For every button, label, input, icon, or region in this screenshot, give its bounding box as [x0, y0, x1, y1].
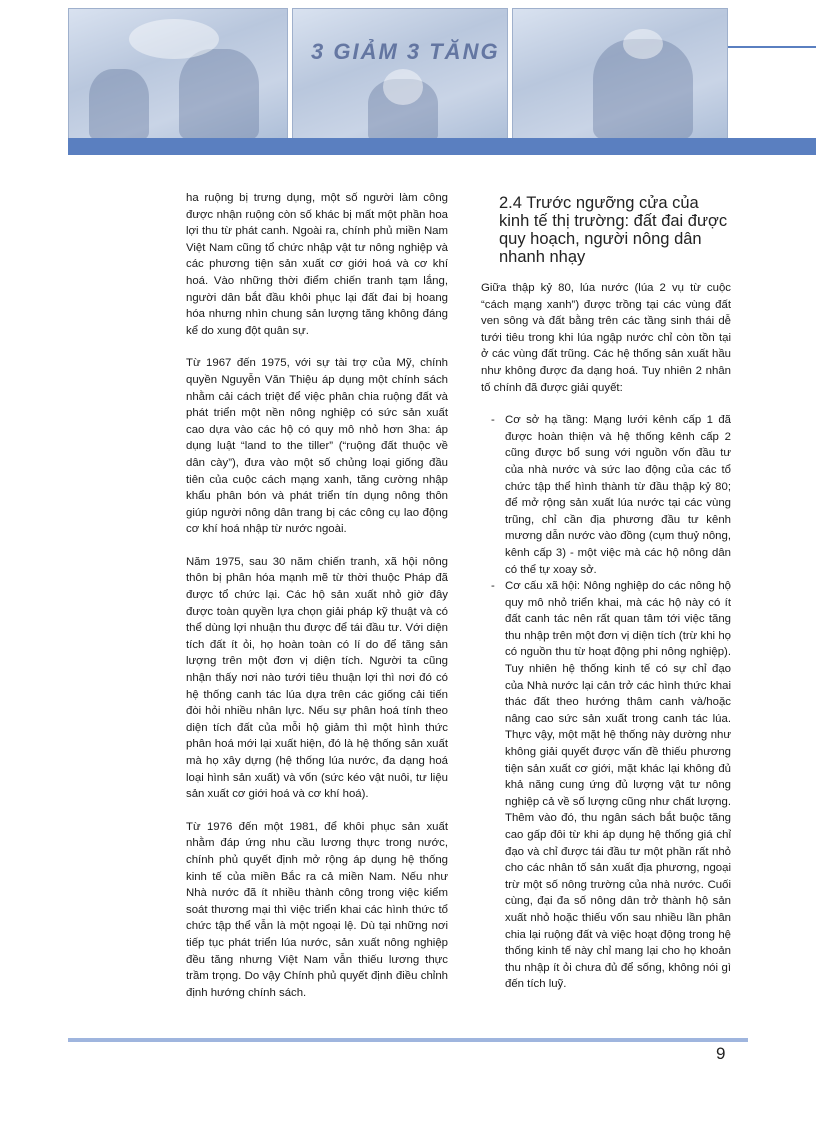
paragraph: ha ruộng bị trưng dụng, một số người làm công được nhận ruộng còn số khác bị mất một phần hoa lợi thu từ phát canh. Ngoài ra, chính phủ miền Nam Việt Nam cũng tổ chức nhập vật tư nông nghiệp và các phương tiện sản xuất cơ giới hoá và cơ khí hoá. Vào những thời điểm chiến tranh tạm lắng, người dân bắt đầu khôi phục lại đất đai bị hoang hóa nhưng nhìn chung sản lượng tăng không đáng kể do xung đột quân sự. [186, 192, 448, 337]
section-title: 2.4 Trước ngưỡng cửa của kinh tế thị trường: đất đai được quy hoạch, người nông dân nhanh nhạy [499, 194, 728, 266]
header-photo-farmer [292, 8, 508, 140]
header-photo-tractor [512, 8, 728, 140]
paragraph: Từ 1976 đến một 1981, để khôi phục sản xuất nhằm đáp ứng nhu cầu lương thực trong nước, chính phủ quyết định mở rộng áp dụng hệ thống kinh tế của miền Bắc ra cả miền Nam. Nếu như Nhà nước đã ít nhiều thành công trong việc kiểm soát thương mại thì việc triển khai các hình thức tổ chức tập thể vẫn là một ngoại lệ. Dù tại những nơi tiếp tục phát triển lúa nước, sản xuất nông nghiệp đều tăng nhưng Việt Nam vẫn thiếu lương thực trầm trọng. Do vậy Chính phủ quyết định điều chỉnh định hướng chính sách. [186, 820, 448, 999]
header-photo-market [68, 8, 288, 140]
paragraph: Năm 1975, sau 30 năm chiến tranh, xã hội nông thôn bị phân hóa mạnh mẽ từ thời thuộc Pháp đã được tổ chức lại. Các hộ sản xuất nhỏ giờ đây được toàn quyền lựa chọn giải pháp kỹ thuật và có thể dùng lợi nhuận thu được để tái đầu tư. Với diện tích đất ít ỏi, họ hoàn toàn có lí do để tăng sản lượng trên một đơn vị diện tích. Người ta cũng nhận thấy nơi nào tưới tiêu thuận lợi thì nơi đó có hệ thống canh tác lúa dựa trên các giống cải tiến đòi hỏi nhiều nhân lực. Nếu sự phân hoá tính theo diện tích đất của mỗi hộ giảm thì một hình thức phân hoá mới lại xuất hiện, đó là hệ thống sản xuất mà họ xây dựng (hệ thống lúa nước, đa dạng hoá loại hình sản xuất) và vốn (sức kéo vật nuôi, tư liệu sản xuất cơ giới hoá và cơ khí hoá). [186, 555, 448, 801]
page-number: 9 [716, 1044, 726, 1063]
header-blue-band [68, 138, 816, 155]
list-item [481, 578, 731, 993]
paragraph: Từ 1967 đến 1975, với sự tài trợ của Mỹ, chính quyền Nguyễn Văn Thiệu áp dụng một chính sách nhằm cải cách triệt để việc phân chia ruộng đất và phát triển một nền nông nghiệp có sức sản xuất cao dựa vào các hộ có quy mô nhỏ hơn 3ha: áp dụng luật “land to the tiller” (“ruộng đất thuộc về dân cày”), đưa vào một số chủng loại giống đầu tiên của cuộc cách mạng xanh, tăng cường nhập khẩu phân bón và phát triển tín dụng nông thôn giúp người nông dân trang bị các công cụ lao động cơ khí hoá nhập từ nước ngoài. [186, 357, 448, 536]
list-dash: - [491, 580, 495, 593]
left-column [186, 190, 448, 1017]
header-accent-line [728, 46, 816, 48]
list-item [481, 412, 731, 578]
right-column [481, 190, 731, 993]
factor-list [481, 412, 731, 993]
list-item-text: Cơ sở hạ tầng: Mạng lưới kênh cấp 1 đã được hoàn thiện và hệ thống kênh cấp 2 cũng được bổ sung với nguồn vốn đầu tư của nhà nước và sức lao động của các tổ chức tập thể hình thành từ đầu thập kỷ 80; để mở rộng sản xuất lúa nước tại các vùng trũng, chỉ cần địa phương đầu tư kênh mương dẫn nước vào đồng (cụm thuỷ nông, kênh cấp 3) - một việc mà các hộ nông dân có thể tự xoay sở. [505, 414, 731, 576]
footer-divider [68, 1038, 748, 1042]
photo-banner-text: 3 GIẢM 3 TĂNG [311, 39, 500, 64]
list-dash: - [491, 414, 495, 427]
list-item-text: Cơ cấu xã hội: Nông nghiệp do các nông hộ quy mô nhỏ triển khai, mà các hộ này có ít đất canh tác nên rất quan tâm tới việc tăng thu nhập trên một đơn vị diện tích (trừ khi họ có nguồn thu từ hoạt động phi nông nghiệp). Tuy nhiên hệ thống kinh tế có sự chỉ đạo của Nhà nước lại cản trở các hình thức khai thác đất theo hướng thâm canh và/hoặc nâng cao sức sản xuất trong canh tác lúa. Thực vậy, một mặt hệ thống này dường như không giải quyết được vấn đề thiếu phương tiện sản xuất cơ giới, mặt khác lại không đủ khả năng cung ứng đủ lượng vật tư nông nghiệp cả về số lượng cũng như chất lượng. Thêm vào đó, thu ngân sách bắt buộc tăng cao gấp đôi từ khi áp dụng hệ thống giá chỉ đạo và chỉ được tái đầu tư một phần rất nhỏ cho các nhân tố sản xuất địa phương, ngoại trừ một số nông trường của nhà nước. Cuối cùng, đại đa số nông dân trở thành hộ sản xuất nhỏ hoặc thiếu vốn sau nhiều lần phân chia lại ruộng đất và việc hoạt động trong hệ thống kinh tế này chỉ mang lại cho họ khoản thu nhập ít ỏi chưa đủ để sống, không nói gì đến tích luỹ. [505, 580, 731, 991]
section-intro: Giữa thập kỷ 80, lúa nước (lúa 2 vụ từ cuộc “cách mạng xanh”) được trồng tại các vùng đất ven sông và đất bằng trên các tầng sinh thái dễ tưới tiêu trong khi lúa ngập nước chỉ còn tồn tại ở các vùng đất trũng. Các hệ thống sản xuất hầu như không được đa dạng hoá. Tuy nhiên 2 nhân tố chính đã được giải quyết: [481, 282, 731, 394]
header-banner [0, 0, 816, 160]
